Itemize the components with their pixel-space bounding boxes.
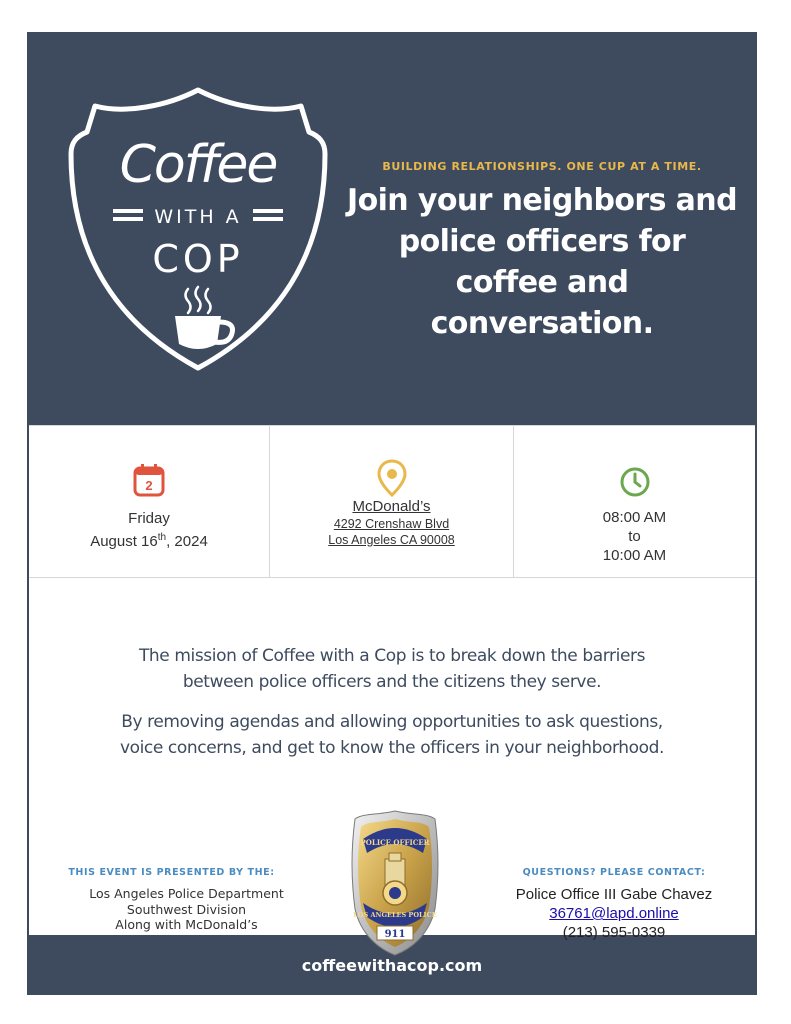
map-pin-icon	[377, 459, 407, 497]
logo-line2: WITH A	[154, 206, 242, 228]
presented-line-3: Along with McDonald’s	[115, 917, 258, 932]
contact-email-link[interactable]: 36761@lapd.online	[549, 905, 679, 922]
location-text[interactable]	[270, 497, 513, 548]
presented-line-2: Southwest Division	[126, 901, 247, 917]
header-banner	[27, 32, 757, 425]
badge-top-text: POLICE OFFICER	[360, 838, 430, 847]
headline: Join your neighbors and police officers for coffee and conversation.	[347, 183, 737, 341]
time-text	[514, 508, 755, 565]
footer-url[interactable]: coffeewithacop.com	[301, 956, 483, 975]
contact-phone: (213) 595-0339	[562, 924, 666, 941]
time-start: 08:00 AM	[602, 509, 667, 526]
mission-text	[119, 643, 665, 775]
tagline: BUILDING RELATIONSHIPS. ONE CUP AT A TIME.	[382, 160, 702, 173]
presented-by-label: THIS EVENT IS PRESENTED BY THE:	[68, 867, 275, 878]
presented-line-1: Los Angeles Police Department	[89, 886, 284, 901]
location-cell	[270, 426, 514, 577]
coffee-with-a-cop-logo	[67, 84, 329, 374]
logo-line1: Coffee	[119, 135, 277, 195]
presented-by-text	[59, 886, 314, 933]
badge-number: 911	[384, 929, 406, 940]
date-cell	[29, 426, 270, 577]
contact-name: Police Office III Gabe Chavez	[515, 886, 713, 903]
date-text	[29, 509, 269, 551]
location-city[interactable]: Los Angeles CA 90008	[328, 533, 455, 547]
badge-bottom-text: LOS ANGELES POLICE	[353, 911, 437, 919]
calendar-day: 2	[145, 478, 153, 493]
mission-paragraph-2: By removing agendas and allowing opportunities to ask questions, voice concerns, and get to know the officers in your neighborhood.	[119, 712, 665, 758]
logo-line3: COP	[152, 237, 244, 281]
contact-label: QUESTIONS? PLEASE CONTACT:	[522, 867, 706, 878]
location-name[interactable]: McDonald’s	[352, 498, 431, 515]
time-end: 10:00 AM	[602, 547, 667, 564]
date-year: , 2024	[166, 533, 208, 550]
event-info-row	[29, 425, 755, 578]
mission-paragraph-1: The mission of Coffee with a Cop is to break down the barriers between police officers and the citizens they serve.	[138, 646, 646, 692]
location-street[interactable]: 4292 Crenshaw Blvd	[333, 517, 450, 531]
police-badge	[349, 809, 441, 957]
contact-text	[474, 885, 754, 942]
date-month-day: August 16	[90, 533, 158, 550]
flyer	[27, 32, 757, 995]
time-cell	[514, 426, 755, 577]
date-suffix: th	[157, 532, 167, 543]
calendar-icon	[133, 463, 165, 497]
content-panel	[29, 425, 755, 941]
date-day: Friday	[128, 510, 170, 527]
date-full	[29, 528, 269, 551]
time-sep: to	[628, 528, 641, 545]
clock-icon	[619, 466, 651, 498]
